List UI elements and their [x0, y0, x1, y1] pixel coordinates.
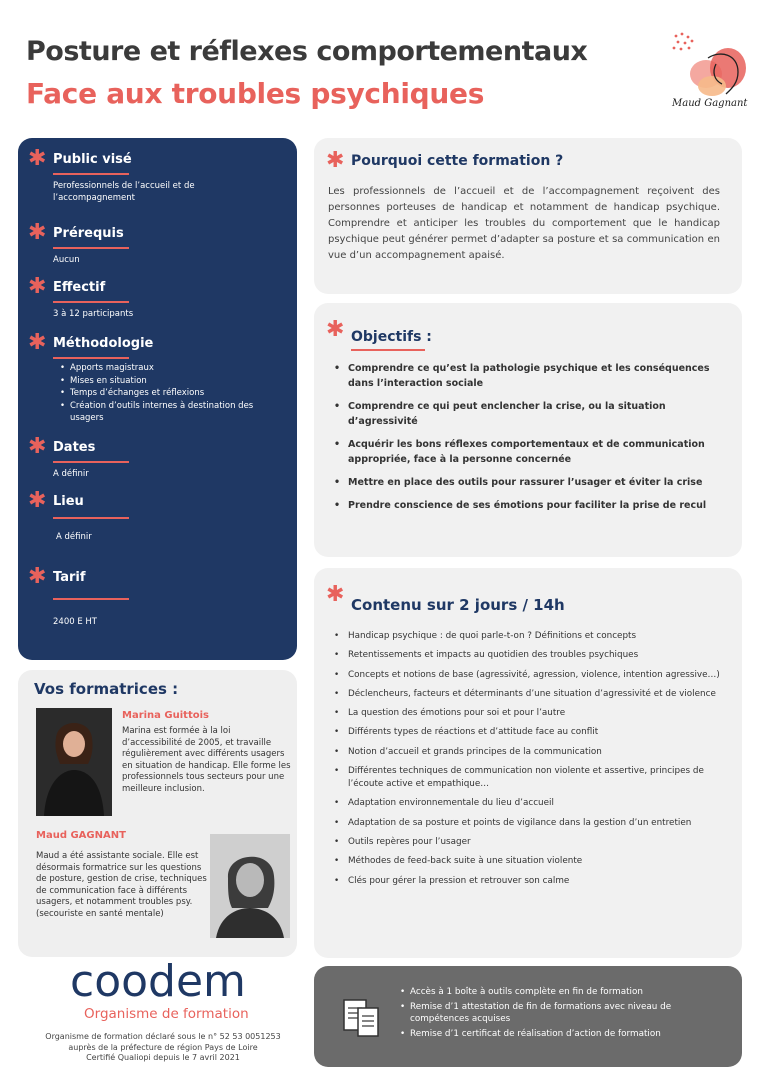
asterisk-icon: ✱: [28, 220, 47, 245]
section-text: 2400 E HT: [53, 617, 97, 627]
trainer-bio: Maud a été assistante sociale. Elle est désormais formatrice sur les questions de posture, gestion de crise, techniques de communication face à différents usagers, et notamment troubles psy. (secouriste en santé mentale): [36, 851, 207, 919]
heading-underline: [53, 461, 129, 463]
objectives-heading: Objectifs :: [351, 329, 432, 345]
section-text: 3 à 12 participants: [53, 309, 134, 319]
trainer-bio: Marina est formée à la loi d’accessibilité de 2005, et travaille régulièrement avec différents usagers en situation de handicap. Elle forme les professionnels tous secteurs pour une meilleure inclusion.: [122, 726, 291, 794]
list-item: • Mises en situation: [60, 375, 280, 388]
deliverables-list: [400, 986, 730, 1042]
list-item: • Acquérir les bons réflexes comportementaux et de communication appropriée, face à la personne concernée: [334, 437, 734, 467]
page-subtitle: Face aux troubles psychiques: [26, 77, 485, 110]
logo-wordmark: coodem: [70, 958, 246, 1004]
objectives-list: [334, 361, 734, 521]
content-heading: Contenu sur 2 jours / 14h: [351, 596, 565, 614]
coodem-tagline: Organisme de formation: [84, 1006, 249, 1022]
coodem-logo: [70, 958, 250, 1004]
objectives-panel: [314, 303, 742, 557]
asterisk-icon: ✱: [326, 317, 345, 342]
asterisk-icon: ✱: [28, 434, 47, 459]
list-item: • Apports magistraux: [60, 362, 280, 375]
brand-signature: Maud Gagnant: [672, 98, 748, 109]
info-sidebar: [18, 138, 297, 660]
methodology-list: [60, 362, 280, 425]
trainer-name: Marina Guittois: [122, 710, 209, 721]
heading-underline: [53, 247, 129, 249]
footer-line: auprès de la préfecture de région Pays de Loire: [68, 1042, 258, 1052]
list-item: • Clés pour gérer la pression et retrouver son calme: [334, 875, 734, 888]
section-heading: Prérequis: [53, 226, 124, 241]
why-text: Les professionnels de l’accueil et de l’accompagnement reçoivent des personnes porteuses de handicap et notamment de handicap psychique. Comprendre et anticiper les troubles du comportement que le handicap psychique peut générer permet d’adapter sa posture et sa communication en vue d’un accompagnement apaisé.: [328, 186, 720, 261]
list-item: • Méthodes de feed-back suite à une situation violente: [334, 855, 734, 868]
footer-legal: [18, 1032, 308, 1064]
section-heading: Effectif: [53, 280, 106, 295]
trainers-title: Vos formatrices :: [34, 680, 179, 698]
list-item: • Accès à 1 boîte à outils complète en fin de formation: [400, 986, 730, 999]
heading-underline: [53, 173, 129, 175]
section-heading: Méthodologie: [53, 336, 154, 351]
section-heading: Tarif: [53, 570, 86, 585]
section-heading: Lieu: [53, 494, 84, 509]
documents-icon: [342, 994, 382, 1040]
list-item: • Temps d’échanges et réflexions: [60, 387, 280, 400]
list-item: • Handicap psychique : de quoi parle-t-on ? Définitions et concepts: [334, 630, 734, 643]
list-item: • Retentissements et impacts au quotidien des troubles psychiques: [334, 649, 734, 662]
heading-underline: [53, 517, 129, 519]
section-heading: Dates: [53, 440, 96, 455]
list-item: • Remise d’1 certificat de réalisation d’action de formation: [400, 1028, 730, 1041]
list-item: • Différents types de réactions et d’attitude face au conflit: [334, 726, 734, 739]
footer-line: Organisme de formation déclaré sous le n° 52 53 0051253: [45, 1032, 281, 1041]
section-text: A définir: [56, 532, 92, 542]
list-item: • Concepts et notions de base (agressivité, agression, violence, intention agressive…): [334, 669, 734, 682]
deliverables-panel: [314, 966, 742, 1067]
asterisk-icon: ✱: [28, 330, 47, 355]
trainers-panel: [18, 670, 297, 957]
list-item: • Création d’outils internes à destination des usagers: [60, 400, 280, 425]
footer-line: Certifié Qualiopi depuis le 7 avril 2021: [86, 1053, 240, 1062]
section-text: Perofessionnels de l’accueil et de l’accompagnement: [53, 181, 195, 203]
section-text: A définir: [53, 469, 89, 479]
heading-underline: [53, 357, 129, 359]
trainer-name: Maud GAGNANT: [36, 830, 126, 841]
page-title: Posture et réflexes comportementaux: [26, 36, 588, 67]
section-text: Aucun: [53, 255, 80, 265]
list-item: • Déclencheurs, facteurs et déterminants d’une situation d’agressivité et de violence: [334, 688, 734, 701]
asterisk-icon: ✱: [326, 582, 345, 607]
list-item: • Outils repères pour l’usager: [334, 836, 734, 849]
list-item: • Différentes techniques de communication non violente et assertive, principes de l’écoute active et empathique…: [334, 765, 734, 791]
asterisk-icon: ✱: [28, 146, 47, 171]
content-panel: [314, 568, 742, 958]
heading-underline: [53, 301, 129, 303]
asterisk-icon: ✱: [28, 488, 47, 513]
list-item: • La question des émotions pour soi et pour l’autre: [334, 707, 734, 720]
heading-underline: [53, 598, 129, 600]
list-item: • Notion d’accueil et grands principes de la communication: [334, 746, 734, 759]
list-item: • Remise d’1 attestation de fin de formations avec niveau de compétences acquises: [400, 1001, 730, 1026]
heading-underline: [351, 349, 425, 351]
why-heading: Pourquoi cette formation ?: [351, 153, 564, 169]
list-item: • Adaptation de sa posture et points de vigilance dans la gestion d’un entretien: [334, 817, 734, 830]
list-item: • Mettre en place des outils pour rassurer l’usager et éviter la crise: [334, 475, 734, 490]
trainer-photo-maud: [210, 834, 290, 938]
list-item: • Prendre conscience de ses émotions pour faciliter la prise de recul: [334, 498, 734, 513]
asterisk-icon: ✱: [28, 274, 47, 299]
list-item: • Adaptation environnementale du lieu d’accueil: [334, 797, 734, 810]
section-heading: Public visé: [53, 152, 132, 167]
list-item: • Comprendre ce qu’est la pathologie psychique et les conséquences dans l’interaction sociale: [334, 361, 734, 391]
why-panel: [314, 138, 742, 294]
content-list: [334, 630, 734, 894]
asterisk-icon: ✱: [326, 148, 345, 173]
trainer-photo-marina: [36, 708, 112, 816]
list-item: • Comprendre ce qui peut enclencher la crise, ou la situation d’agressivité: [334, 399, 734, 429]
asterisk-icon: ✱: [28, 564, 47, 589]
